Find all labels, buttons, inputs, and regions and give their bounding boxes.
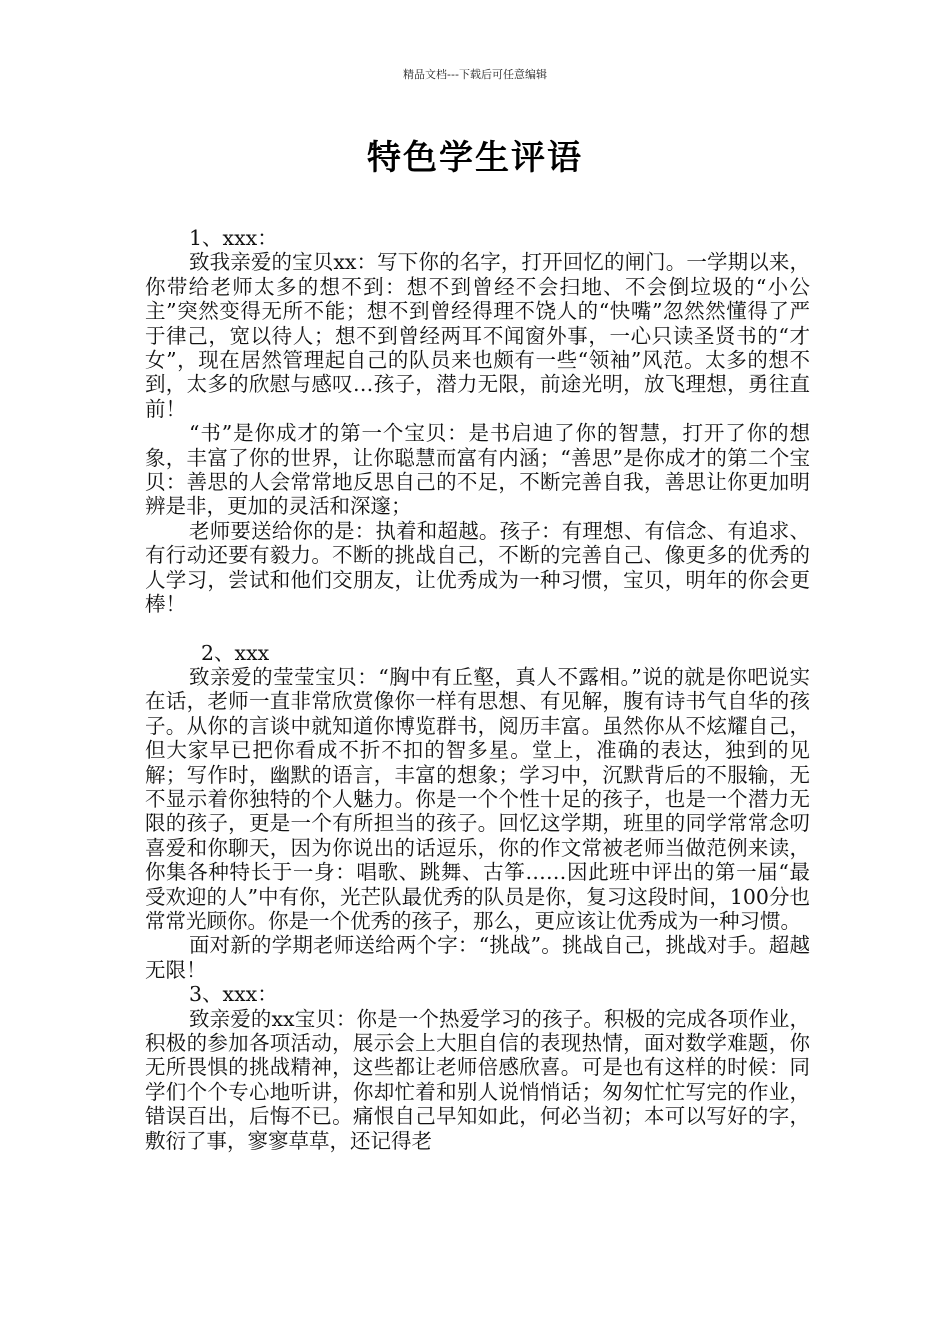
section-heading: 2、xxx — [201, 640, 270, 665]
section-paragraph: 老师要送给你的是：执着和超越。孩子：有理想、有信念、有追求、有行动还要有毅力。不断的挑战自己，不断的完善自己、像更多的优秀的人学习，尝试和他们交朋友，让优秀成为一种习惯，宝贝，明年的你会更棒！ — [145, 518, 810, 617]
section-paragraph: 致我亲爱的宝贝xx：写下你的名字，打开回忆的闸门。一学期以来，你带给老师太多的想不到：想不到曾经不会扫地、不会倒垃圾的“小公主”突然变得无所不能；想不到曾经得理不饶人的“快嘴”忽然然懂得了严于律己，宽以待人；想不到曾经两耳不闻窗外事，一心只读圣贤书的“才女”，现在居然管理起自己的队员来也颇有一些“领袖”风范。太多的想不到，太多的欣慰与感叹…孩子，潜力无限，前途光明，放飞理想，勇往直前！ — [145, 250, 810, 421]
section-paragraph: 致亲爱的莹莹宝贝：“胸中有丘壑，真人不露相。”说的就是你吧说实在话，老师一直非常欣赏像你一样有思想、有见解，腹有诗书气自华的孩子。从你的言谈中就知道你博览群书，阅历丰富。虽然你从不炫耀自己，但大家早已把你看成不折不扣的智多星。堂上，准确的表达，独到的见解；写作时，幽默的语言，丰富的想象；学习中，沉默背后的不服输，无不显示着你独特的个人魅力。你是一个个性十足的孩子，也是一个潜力无限的孩子，更是一个有所担当的孩子。回忆这学期，班里的同学常常念叨喜爱和你聊天，因为你说出的话逗乐，你的作文常被老师当做范例来读，你集各种特长于一身：唱歌、跳舞、古筝……因此班中评出的第一届“最受欢迎的人”中有你，光芒队最优秀的队员是你，复习这段时间，100分也常常光顾你。你是一个优秀的孩子，那么，更应该让优秀成为一种习惯。 — [145, 664, 810, 933]
section-paragraph: “书”是你成才的第一个宝贝：是书启迪了你的智慧，打开了你的想象，丰富了你的世界，让你聪慧而富有内涵；“善思”是你成才的第二个宝贝：善思的人会常常地反思自己的不足，不断完善自我，善思让你更加明辨是非，更加的灵活和深邃； — [145, 421, 810, 519]
document-body — [145, 226, 810, 1153]
header-note: 精品文档---下载后可任意编辑 — [403, 68, 547, 81]
section-paragraph: 面对新的学期老师送给两个字：“挑战”。挑战自己，挑战对手。超越无限！ — [145, 933, 810, 982]
section-spacer — [145, 617, 810, 641]
document-title: 特色学生评语 — [367, 138, 583, 178]
section-heading: 1、xxx： — [189, 226, 278, 250]
section-paragraph: 致亲爱的xx宝贝：你是一个热爱学习的孩子。积极的完成各项作业，积极的参加各项活动，展示会上大胆自信的表现热情，面对数学难题，你无所畏惧的挑战精神，这些都让老师倍感欣喜。可是也有这样的时候：同学们个个专心地听讲，你却忙着和别人说悄悄话；匆匆忙忙写完的作业，错误百出，后悔不已。痛恨自己早知如此，何必当初；本可以写好的字，敷衍了事，寥寥草草，还记得老 — [145, 1006, 810, 1153]
section-heading: 3、xxx： — [189, 982, 278, 1007]
